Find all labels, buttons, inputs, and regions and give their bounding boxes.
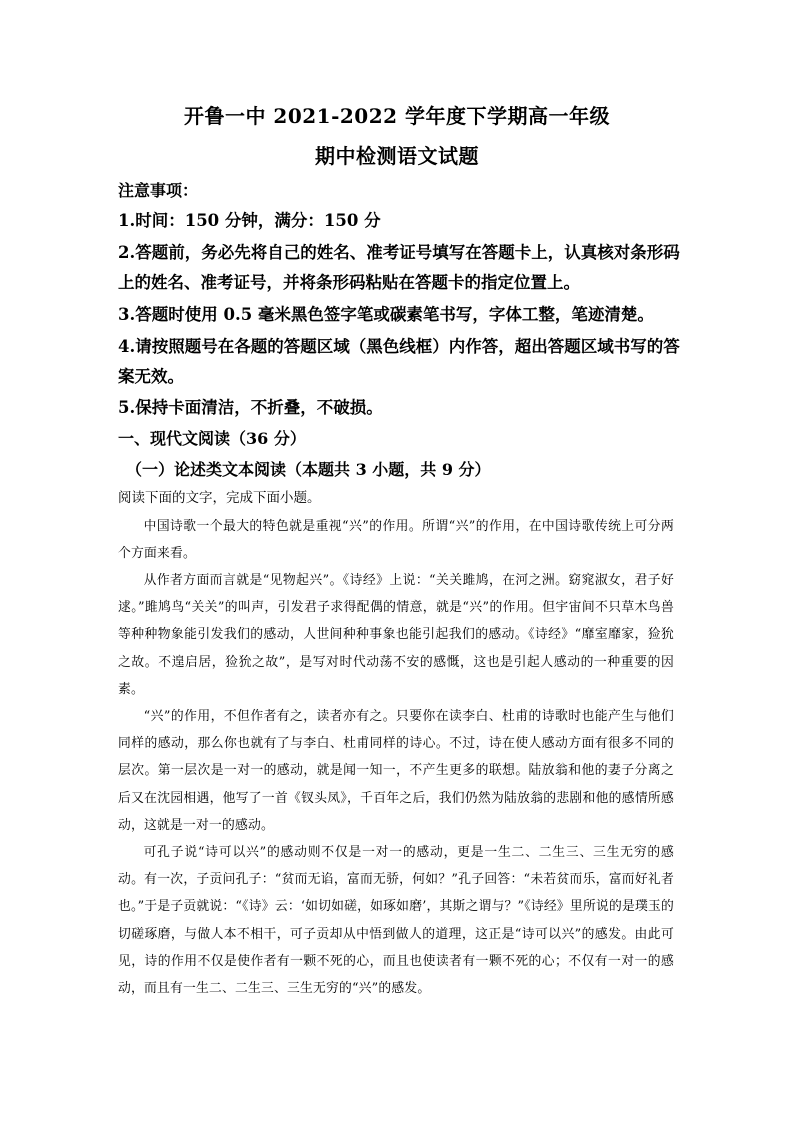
note-item-1: 1.时间：150 分钟，满分：150 分 — [118, 211, 381, 230]
reading-instruction: 阅读下面的文字，完成下面小题。 — [118, 490, 321, 506]
note-item-2-line-1: 2.答题前，务必先将自己的姓名、准考证号填写在答题卡上，认真核对条形码 — [118, 243, 680, 262]
note-item-5: 5.保持卡面清洁，不折叠，不破损。 — [118, 398, 383, 417]
document-subtitle: 期中检测语文试题 — [315, 144, 479, 168]
section-subheading: （一）论述类文本阅读（本题共 3 小题，共 9 分） — [126, 460, 491, 479]
note-item-4-line-1: 4.请按照题号在各题的答题区域（黑色线框）内作答，超出答题区域书写的答 — [118, 337, 680, 356]
note-item-3: 3.答题时使用 0.5 毫米黑色签字笔或碳素笔书写，字体工整，笔迹清楚。 — [118, 305, 654, 324]
section-heading: 一、现代文阅读（36 分） — [118, 429, 306, 448]
note-item-4-line-2: 案无效。 — [118, 367, 184, 386]
passage-paragraph-2: 从作者方面而言就是“见物起兴”。《诗经》上说：“关关雎鸠，在河之洲。窈窕淑女，君子好逑。”雎鸠鸟“关关”的叫声，引发君子求得配偶的情意，就是“兴”的作用。但宇宙间不只草木鸟兽等种种物象能引发我们的感动，人世间种种事象也能引起我们的感动。《诗经》“靡室靡家，猃狁之故。不遑启居，猃狁之故”，是写对时代动荡不安的感慨，这也是引起人感动的一种重要的因素。 — [118, 573, 674, 697]
note-item-2-line-2: 上的姓名、准考证号，并将条形码粘贴在答题卡的指定位置上。 — [118, 273, 580, 292]
passage-paragraph-4: 可孔子说“诗可以兴”的感动则不仅是一对一的感动，更是一生二、二生三、三生无穷的感动。有一次，子贡问孔子：“贫而无谄，富而无骄，何如？”孔子回答：“未若贫而乐，富而好礼者也。”于是子贡就说：“《诗》云：‘如切如磋，如琢如磨’，其斯之谓与？”《诗经》里所说的是璞玉的切磋琢磨，与做人本不相干，可子贡却从中悟到做人的道理，这正是“诗可以兴”的感发。由此可见，诗的作用不仅是使作者有一颗不死的心，而且也使读者有一颗不死的心；不仅有一对一的感动，而且有一生二、二生三、三生无穷的“兴”的感发。 — [118, 845, 674, 997]
document-title: 开鲁一中 2021-2022 学年度下学期高一年级 — [183, 104, 611, 128]
passage-paragraph-1: 中国诗歌一个最大的特色就是重视“兴”的作用。所谓“兴”的作用，在中国诗歌传统上可分两个方面来看。 — [118, 519, 674, 562]
passage-paragraph-3: “兴”的作用，不但作者有之，读者亦有之。只要你在读李白、杜甫的诗歌时也能产生与他们同样的感动，那么你也就有了与李白、杜甫同样的诗心。不过，诗在使人感动方面有很多不同的层次。第一层次是一对一的感动，就是闻一知一，不产生更多的联想。陆放翁和他的妻子分离之后又在沈园相遇，他写了一首《钗头凤》，千百年之后，我们仍然为陆放翁的悲剧和他的感情所感动，这就是一对一的感动。 — [118, 709, 674, 833]
notes-heading: 注意事项： — [118, 181, 199, 200]
